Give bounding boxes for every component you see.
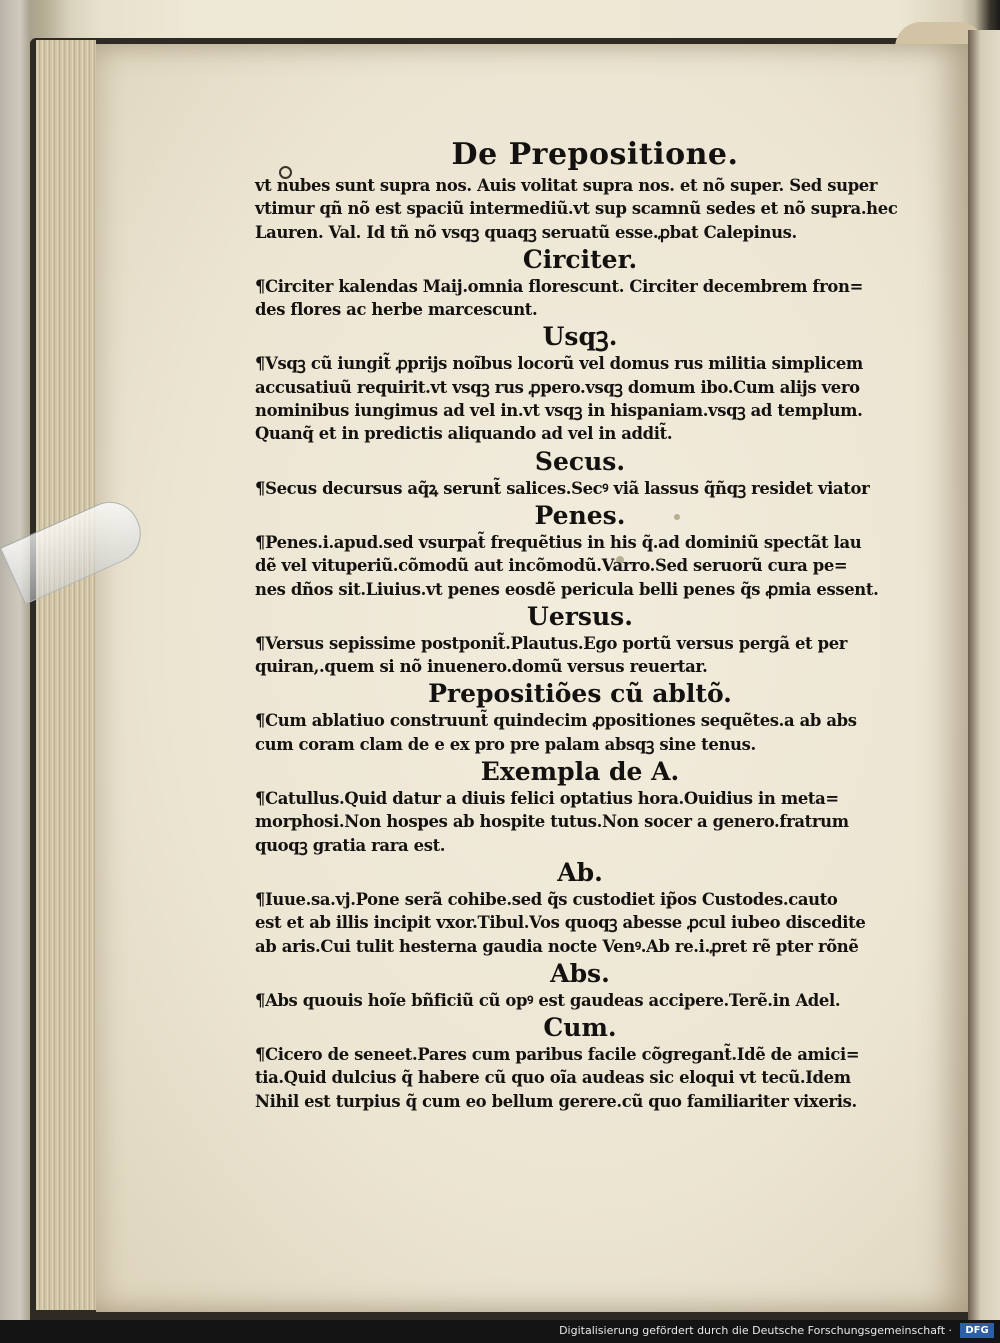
text-line: morphosi.Non hospes ab hospite tutus.Non socer a genero.fratrum [255, 812, 849, 832]
text-line: est et ab illis incipit vxor.Tibul.Vos quoqꝫ abesse ꝓcul iubeo discedite [255, 913, 866, 933]
section [255, 603, 905, 679]
text-line: ¶Catullus.Quid datur a diuis felici optatius hora.Ouidius in meta= [255, 789, 839, 809]
section [255, 960, 905, 1012]
text-line: ¶Versus sepissime postponit̃.Plautus.Ego portũ versus pergã et per [255, 633, 848, 653]
text-line: nominibus iungimus ad vel in.vt vsqꝫ in hispaniam.vsqꝫ ad templum. [255, 401, 863, 421]
section-heading: Abs. [550, 958, 610, 988]
text-line: nes dños sit.Liuius.vt penes eosdẽ pericula belli penes q̃s ꝓmia essent. [255, 579, 879, 599]
text-line: quiran,.quem si nõ inuenero.domũ versus reuertar. [255, 657, 708, 677]
text-line: cum coram clam de e ex pro pre palam absqꝫ sine tenus. [255, 734, 756, 754]
text-line: quoqꝫ gratia rara est. [255, 835, 446, 855]
text-line: ¶Circiter kalendas Maij.omnia florescunt. Circiter decembrem fron= [255, 276, 863, 296]
section-heading: Prepositiões cũ abltõ. [428, 679, 732, 709]
section-heading: Ab. [557, 857, 603, 887]
text-line: ab aris.Cui tulit hesterna gaudia nocte Venꝰ.Ab re.i.ꝓret rẽ pter rõnẽ [255, 936, 859, 956]
text-line: ¶Vsqꝫ cũ iungit̃ ꝓprijs noĩbus locorũ vel domus rus militia simplicem [255, 354, 863, 374]
section-heading: Exempla de A. [480, 757, 680, 787]
text-line: ¶Penes.i.apud.sed vsurpat̃ frequẽtius in his q̃.ad dominiũ spectãt lau [255, 532, 862, 552]
section [255, 502, 905, 601]
section-heading: Cum. [543, 1013, 617, 1043]
section-heading: Uersus. [527, 601, 633, 631]
text-line: tia.Quid dulcius q̃ habere cũ quo oĩa audeas sic eloqui vt tecũ.Idem [255, 1068, 851, 1088]
section [255, 680, 905, 756]
text-line: Nihil est turpius q̃ cum eo bellum gerere.cũ quo familiariter vixeris. [255, 1091, 857, 1111]
page-title: De Prepositione. [451, 137, 739, 172]
section [255, 246, 905, 322]
page-edges [36, 40, 96, 1310]
section [255, 448, 905, 500]
text-line: ¶Cicero de seneet.Pares cum paribus facile cõgregant̃.Idẽ de amici= [255, 1045, 860, 1065]
page-text [255, 138, 905, 1113]
text-line: Lauren. Val. Id tñ nõ vsqꝫ quaqꝫ seruatũ esse.ꝓbat Calepinus. [255, 222, 797, 242]
section [255, 758, 905, 857]
section [255, 1014, 905, 1113]
text-line: Quanq̃ et in predictis aliquando ad vel in addit̃. [255, 424, 673, 444]
text-line: ¶Cum ablatiuo construunt̃ quindecim ꝓpositiones sequẽtes.a ab abs [255, 711, 857, 731]
text-line: ¶Secus decursus aq̃ꝝ serunt̃ salices.Secꝰ viã lassus q̃ñqꝫ residet viator [255, 478, 870, 498]
section-heading: Penes. [534, 500, 626, 530]
text-line: des flores ac herbe marcescunt. [255, 300, 538, 320]
facing-page-edge [968, 30, 1000, 1320]
funding-credit: Digitalisierung gefördert durch die Deutsche Forschungsgemeinschaft · [559, 1324, 952, 1337]
text-line: vtimur qñ nõ est spaciũ intermediũ.vt sup scamnũ sedes et nõ supra.hec [255, 199, 898, 219]
text-line: ¶Iuue.sa.vj.Pone serã cohibe.sed q̃s custodiet ip̃os Custodes.cauto [255, 889, 838, 909]
text-line: vt nubes sunt supra nos. Auis volitat supra nos. et nõ super. Sed super [255, 176, 878, 195]
section-heading: Secus. [534, 446, 626, 476]
section [255, 174, 905, 244]
text-line: ¶Abs quouis hoĩe bñficiũ cũ opꝰ est gaudeas accipere.Terẽ.in Adel. [255, 990, 841, 1010]
text-line: accusatiuũ requirit.vt vsqꝫ rus ꝓpero.vsqꝫ domum ibo.Cum alijs vero [255, 377, 860, 397]
section-heading: Circiter. [522, 244, 638, 274]
footer-bar [0, 1320, 1000, 1343]
section [255, 323, 905, 445]
dfg-logo: DFG [960, 1323, 994, 1338]
section [255, 859, 905, 958]
section-heading: Usqꝫ. [542, 322, 618, 352]
text-line: dẽ vel vituperiũ.cõmodũ aut incõmodũ.Varro.Sed seruorũ cura pe= [255, 556, 848, 576]
